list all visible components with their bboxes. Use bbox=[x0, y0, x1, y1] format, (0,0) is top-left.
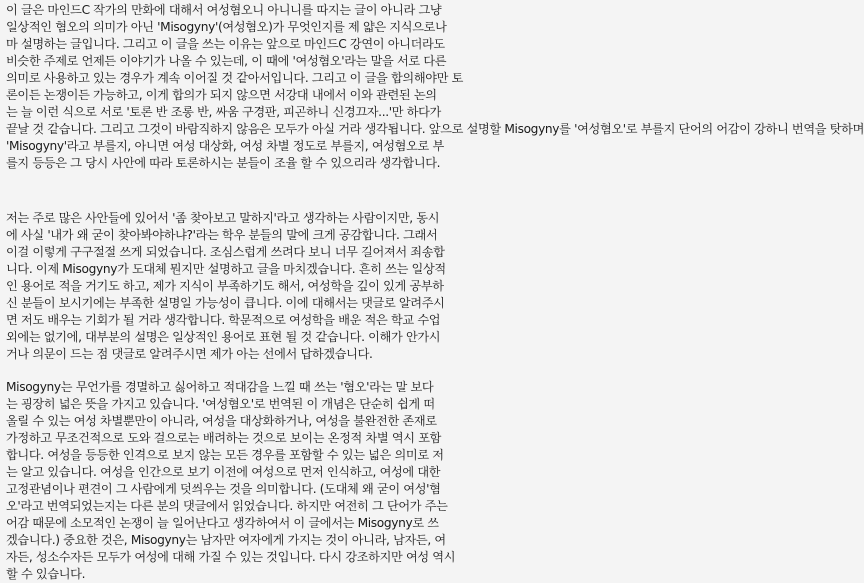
text-line bbox=[6, 244, 478, 261]
text-segment: 신 분들이 보시기에는 부족한 설명일 가능성이 큽니다. bbox=[6, 296, 282, 310]
text-segment: 외에는 없기에, 대부분의 설명은 일상적인 용어로 표현 될 것 같습니다. bbox=[6, 330, 365, 344]
text-segment: 여성을 등등한 인격으로 보지 않는 모든 경우를 포함할 수 있는 넓은 의미로 저 bbox=[43, 448, 444, 462]
text-segment: 흔히 쓰는 일상적 bbox=[355, 262, 446, 276]
text-segment: 중요한 것은, Misogyny는 남자만 여자에게 가지는 것이 아니라, 남자든, 여 bbox=[59, 533, 446, 547]
text-line: 론이든 논쟁이든 가능하고, 이게 합의가 되지 않으면 서강대 내에서 이와 관련된 논의 bbox=[6, 88, 437, 102]
text-line: 'Misogyny'라고 부를지, 아니면 여성 대상화, 여성 차별 정도로 부를지, 여성혐오로 부 bbox=[6, 139, 444, 153]
text-segment: 그리고 그것이 바람직하지 않음은 모두가 아실 거라 생각됩니다. bbox=[96, 122, 426, 136]
text-line: 이 글은 마인드C 작가의 만화에 대해서 여성혐오니 아니니를 따지는 글이 아니라 그냥 bbox=[6, 3, 442, 17]
text-segment: 면 저도 배우는 기회가 될 거라 생각합니다. bbox=[6, 313, 225, 327]
paragraph-definition bbox=[6, 379, 478, 583]
text-line bbox=[6, 70, 478, 87]
text-line: 할 수 있습니다. bbox=[6, 567, 86, 581]
text-line bbox=[6, 464, 478, 481]
text-line bbox=[6, 549, 478, 566]
text-segment: 에 사실 '내가 왜 굳이 찾아봐야하냐?'라는 학우 분들의 말에 크게 공감합니다. bbox=[6, 228, 400, 242]
text-segment: 다시 강조하지만 여성 역시 bbox=[315, 550, 456, 564]
text-segment: (도대체 왜 굳이 여성'혐 bbox=[316, 482, 441, 496]
text-segment: 하지만 여전히 그 단어가 주는 bbox=[292, 499, 448, 513]
text-line bbox=[6, 295, 478, 312]
text-segment: 고정관념이나 편견이 그 사람에게 덧씌우는 것을 의미합니다. bbox=[6, 482, 317, 496]
text-segment: 자든, 성소수자든 모두가 여성에 대해 가질 수 있는 것입니다. bbox=[6, 550, 316, 564]
text-line: 마 설명하는 글입니다. 그리고 이 글을 쓰는 이유는 앞으로 마인드C 강연이 아니더라도 bbox=[6, 37, 445, 51]
text-segment: 그래서 bbox=[399, 228, 438, 242]
text-segment: '여성혐오'로 번역된 이 개념은 단순히 쉽게 떠 bbox=[198, 397, 435, 411]
paragraph-intro bbox=[6, 2, 864, 172]
text-line: Misogyny는 무언가를 경멸하고 싫어하고 적대감을 느낄 때 쓰는 '혐오'라는 말 보다 bbox=[6, 380, 434, 394]
text-line bbox=[6, 498, 478, 515]
text-segment: 겠습니다.) bbox=[6, 533, 60, 547]
text-line bbox=[6, 481, 478, 498]
text-line bbox=[6, 121, 864, 138]
text-line: 올릴 수 있는 여성 차별뿐만이 아니라, 여성을 대상화하거나, 여성을 불완전한 존재로 bbox=[6, 414, 437, 428]
text-line bbox=[6, 312, 478, 329]
text-line bbox=[6, 396, 478, 413]
text-segment: 는 굉장히 넓은 뜻을 가지고 있습니다. bbox=[6, 397, 199, 411]
text-line: 는 늘 이런 식으로 서로 '토론 반 조롱 반, 싸움 구경판, 피곤하니 신경끄자...'만 하다가 bbox=[6, 105, 441, 119]
text-segment: 그리고 이 글을 합의해야만 토 bbox=[308, 71, 464, 85]
text-line: 일상적인 혐오의 의미가 아닌 'Misogyny'(여성혐오)가 무엇인지를 제 얇은 지식으로나 bbox=[6, 20, 447, 34]
text-segment: 니다. bbox=[6, 262, 33, 276]
text-line bbox=[6, 261, 478, 278]
text-segment: 의미로 사용하고 있는 경우가 계속 이어질 것 같아서입니다. bbox=[6, 71, 309, 85]
text-segment: 끝날 것 같습니다. bbox=[6, 122, 97, 136]
text-segment: 앞으로 설명할 Misogyny를 '여성혐오'로 부를지 단어의 어감이 강하니 번역을 탓하며 bbox=[425, 122, 864, 136]
text-line: 를지 등등은 그 당시 사안에 따라 토론하시는 분들이 조율 할 수 있으리라 생각합니다. bbox=[6, 156, 441, 170]
text-segment: 조심스럽게 쓰려다 보니 너무 길어져서 죄송합 bbox=[206, 245, 445, 259]
text-line: 어감 때문에 소모적인 논쟁이 늘 일어난다고 생각하여서 이 글에서는 Misogyny로 쓰 bbox=[6, 516, 439, 530]
text-segment: 이해가 안가시 bbox=[364, 330, 441, 344]
text-line: 저는 주로 많은 사안들에 있어서 '좀 찾아보고 말하지'라고 생각하는 사람이지만, 동시 bbox=[6, 211, 440, 225]
text-segment: 여성을 인간으로 보기 이전에 여성으로 먼저 인식하고, 여성에 대한 bbox=[96, 465, 441, 479]
text-line bbox=[6, 329, 478, 346]
text-line: 인 용어로 적을 거기도 하고, 제가 지식이 부족하기도 해서, 여성학을 깊이 있게 공부하 bbox=[6, 279, 444, 293]
text-line bbox=[6, 447, 478, 464]
text-segment: 는 알고 있습니다. bbox=[6, 465, 97, 479]
paragraph-context bbox=[6, 210, 478, 363]
text-segment: 학문적으로 여성학을 배운 적은 학교 수업 bbox=[224, 313, 441, 327]
text-line bbox=[6, 227, 478, 244]
text-line: 가정하고 무조건적으로 도와 걸으로는 배려하는 것으로 보이는 온정적 차별 역시 포함 bbox=[6, 431, 442, 445]
text-line: 거나 의문이 드는 점 댓글로 알려주시면 제가 아는 선에서 답하겠습니다. bbox=[6, 347, 373, 361]
text-segment: 이걸 이렇게 구구절절 쓰게 되었습니다. bbox=[6, 245, 207, 259]
text-segment: 합니다. bbox=[6, 448, 44, 462]
text-segment: 이제 Misogyny가 도대체 뭔지만 설명하고 글을 마치겠습니다. bbox=[32, 262, 356, 276]
text-segment: 오'라고 번역되었는지는 다른 분의 댓글에서 읽었습니다. bbox=[6, 499, 293, 513]
text-segment: 이에 대해서는 댓글로 알려주시 bbox=[281, 296, 445, 310]
text-line bbox=[6, 532, 478, 549]
text-line: 비슷한 주제로 언제든 이야기가 나올 수 있는데, 이 때에 '여성혐오'라는 말을 서로 다른 bbox=[6, 54, 447, 68]
